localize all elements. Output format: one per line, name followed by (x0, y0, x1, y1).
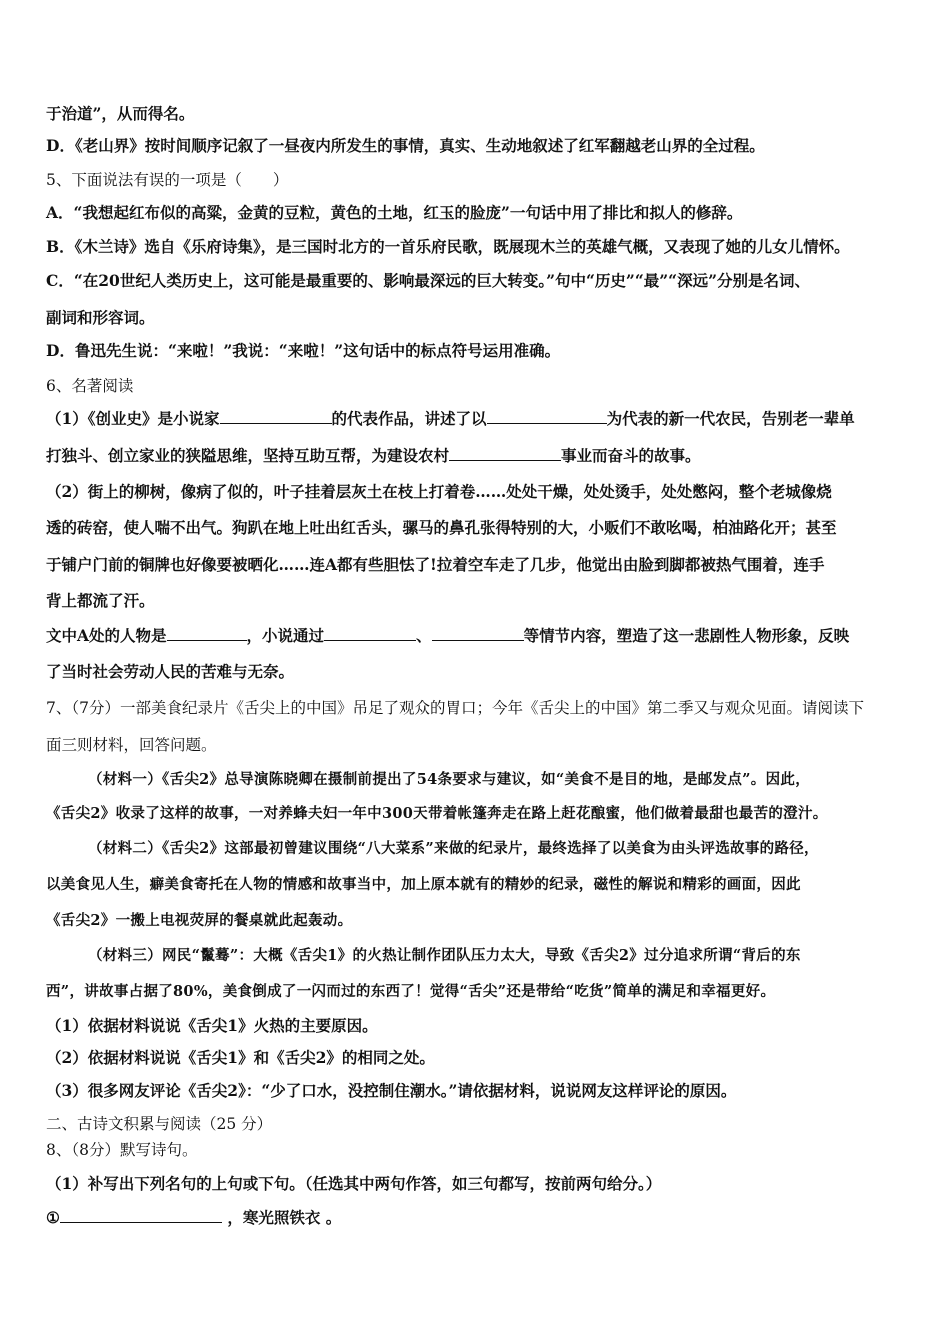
question-6-passage: 背上都流了汗。 (46, 591, 155, 610)
question-6-passage: 透的砖窑，使人喘不出气。狗趴在地上吐出红舌头，骡马的鼻孔张得特别的大，小贩们不敢吆喝，柏油路化开；甚至 (46, 518, 837, 537)
text-segment: 、 (416, 626, 432, 645)
question-7-sub-1: （1）依据材料说说《舌尖1》火热的主要原因。 (46, 1016, 378, 1035)
question-8-title: 8、（8分）默写诗句。 (46, 1141, 198, 1159)
text-segment: 等情节内容，塑造了这一悲剧性人物形象，反映 (523, 626, 850, 645)
material-3: （材料三）网民“鬣蓦”：大概《舌尖1》的火热让制作团队压力太大，导致《舌尖2》过分追求所谓“背后的东 (88, 947, 801, 964)
question-6-passage: （2）街上的柳树，像病了似的，叶子挂着层灰土在枝上打着卷……处处干燥，处处烫手，处处憋闷，整个老城像烧 (46, 482, 832, 501)
question-5-option-a: A．“我想起红布似的高粱，金黄的豆粒，黄色的土地，红玉的脸庞”一句话中用了排比和拟人的修辞。 (46, 203, 743, 222)
question-8-poem-line (46, 1208, 910, 1228)
question-6-title: 6、名著阅读 (46, 377, 134, 395)
question-6-part-1 (46, 409, 910, 429)
question-6-part-2 (46, 626, 910, 646)
text-segment: ，小说通过 (246, 626, 325, 645)
answer-blank[interactable] (167, 626, 247, 641)
question-5-option-c: C．“在20世纪人类历史上，这可能是最重要的、影响最深远的巨大转变。”句中“历史”“最”“深远”分别是名词、 (46, 271, 810, 290)
question-6-part-2-cont: 了当时社会劳动人民的苦难与无奈。 (46, 662, 295, 681)
question-5-option-c-cont: 副词和形容词。 (46, 308, 155, 327)
text-segment: 为代表的新一代农民，告别老一辈单 (606, 409, 855, 428)
material-2-cont: 以美食见人生，癖美食寄托在人物的情感和故事当中，加上原本就有的精妙的纪录，磁性的解说和精彩的画面，因此 (46, 876, 801, 893)
text-segment: 打独斗、创立家业的狭隘思维，坚持互助互帮，为建设农村 (46, 446, 450, 465)
text-segment: 文中A处的人物是 (46, 626, 167, 645)
question-7-sub-3: （3）很多网友评论《舌尖2》：“少了口水，没控制住潮水。”请依据材料，说说网友这样评论的原因。 (46, 1081, 737, 1100)
answer-blank[interactable] (60, 1208, 222, 1223)
material-2-cont: 《舌尖2》一搬上电视荧屏的餐桌就此起轰动。 (46, 912, 353, 929)
material-1-cont: 《舌尖2》收录了这样的故事，一对养蜂夫妇一年中300天带着帐篷奔走在路上赶花酿蜜，他们做着最甜也最苦的澄汁。 (46, 805, 828, 822)
option-d-line: D．《老山界》按时间顺序记叙了一昼夜内所发生的事情，真实、生动地叙述了红军翻越老山界的全过程。 (46, 136, 765, 155)
material-2: （材料二）《舌尖2》这部最初曾建议围绕“八大菜系”来做的纪录片，最终选择了以美食为由头评选故事的路径， (88, 840, 819, 857)
text-line: 于治道”，从而得名。 (46, 104, 195, 123)
answer-blank[interactable] (220, 409, 332, 424)
question-5-option-d: D．鲁迅先生说：“来啦！”我说：“来啦！”这句话中的标点符号运用准确。 (46, 341, 561, 360)
question-7-title: 7、（7分）一部美食纪录片《舌尖上的中国》吊足了观众的胃口；今年《舌尖上的中国》第二季又与观众见面。请阅读下 (46, 699, 864, 717)
text-segment: 事业而奋斗的故事。 (561, 446, 701, 465)
answer-blank[interactable] (324, 626, 416, 641)
question-7-sub-2: （2）依据材料说说《舌尖1》和《舌尖2》的相同之处。 (46, 1048, 435, 1067)
section-2-heading: 二、古诗文积累与阅读（25 分） (46, 1115, 273, 1133)
text-segment: ，寒光照铁衣 。 (227, 1208, 342, 1227)
answer-blank[interactable] (449, 446, 561, 461)
answer-blank[interactable] (487, 409, 607, 424)
question-6-passage: 于铺户门前的铜牌也好像要被晒化……连A都有些胆怯了!拉着空车走了几步，他觉出由脸到脚都被热气围着，连手 (46, 555, 825, 574)
text-segment: 的代表作品，讲述了以 (331, 409, 487, 428)
question-8-sub-1: （1）补写出下列名句的上句或下句。（任选其中两句作答，如三句都写，按前两句给分。） (46, 1174, 662, 1193)
question-7-title-cont: 面三则材料，回答问题。 (46, 736, 217, 754)
question-6-part-1-cont (46, 446, 910, 466)
material-1: （材料一）《舌尖2》总导演陈晓卿在摄制前提出了54条要求与建议，如“美食不是目的地，是邮发点”。因此， (88, 771, 810, 788)
question-5-title: 5、下面说法有误的一项是（ ） (46, 171, 289, 189)
material-3-cont: 西”，讲故事占据了80%，美食倒成了一闪而过的东西了！觉得“舌尖”还是带给“吃货”简单的满足和幸福更好。 (46, 983, 776, 1000)
question-5-option-b: B．《木兰诗》选自《乐府诗集》，是三国时北方的一首乐府民歌，既展现木兰的英雄气概，又表现了她的儿女儿情怀。 (46, 237, 850, 256)
text-segment: （1）《创业史》是小说家 (46, 409, 220, 428)
circled-number: ① (46, 1208, 60, 1227)
answer-blank[interactable] (432, 626, 524, 641)
